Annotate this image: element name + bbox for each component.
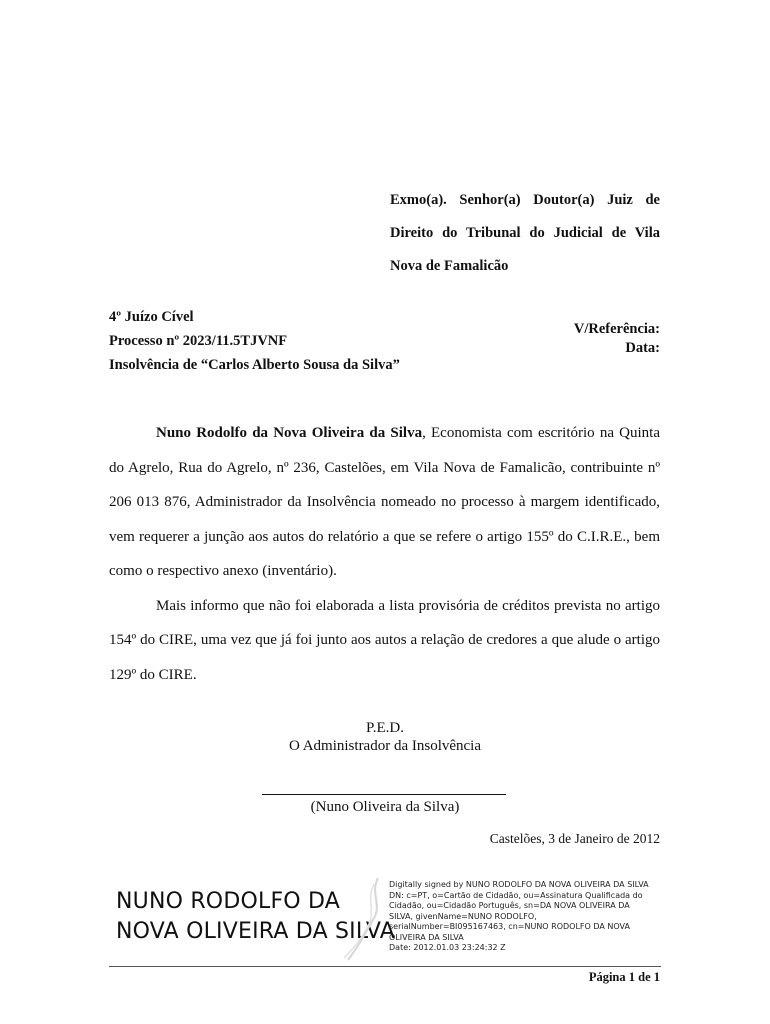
insolvency-title: Insolvência de “Carlos Alberto Sousa da Silva” bbox=[109, 357, 400, 373]
signature-flourish-icon bbox=[330, 874, 390, 964]
place-date: Castelões, 3 de Janeiro de 2012 bbox=[489, 831, 660, 846]
administrator-role: O Administrador da Insolvência bbox=[288, 738, 482, 754]
ped-text: P.E.D. bbox=[366, 720, 404, 736]
case-info bbox=[109, 305, 400, 377]
footer-divider bbox=[109, 966, 661, 967]
process-number: Processo nº 2023/11.5TJVNF bbox=[109, 333, 288, 349]
signer-name: (Nuno Oliveira da Silva) bbox=[310, 799, 460, 815]
paragraph-2: Mais informo que não foi elaborada a lista provisória de créditos prevista no artigo 154º do CIRE, uma vez que já foi junto aos autos a relação de credores a que alude o artigo 129º do CIRE. bbox=[109, 597, 660, 683]
signature-detail-line-2: DN: c=PT, o=Cartão de Cidadão, ou=Assinatura Qualificada do bbox=[389, 890, 643, 900]
signature-detail-line-3: Cidadão, ou=Cidadão Português, sn=DA NOVA OLIVEIRA DA bbox=[389, 901, 630, 910]
signature-name-line-1: NUNO RODOLFO DA bbox=[116, 889, 341, 914]
addressee-line-2: Direito do Tribunal do Judicial de Vila bbox=[390, 225, 660, 241]
signature-detail-line-4: SILVA, givenName=NUNO RODOLFO, bbox=[389, 911, 537, 921]
signature-detail-line-7: Date: 2012.01.03 23:24:32 Z bbox=[389, 943, 506, 952]
digital-signature-details bbox=[389, 880, 664, 954]
addressee-line-1: Exmo(a). Senhor(a) Doutor(a) Juiz de bbox=[390, 192, 660, 208]
signature-detail-line-6: OLIVEIRA DA SILVA bbox=[389, 932, 464, 942]
paragraph-1-text: , Economista com escritório na Quinta do Agrelo, Rua do Agrelo, nº 236, Castelões, em Vila Nova de Famalicão, contribuinte nº 206 013 876, Administrador da Insolvência nomeado no processo à margem identificado, vem requerer a junção aos autos do relatório a que se refere o artigo 155º do C.I.R.E., bem como o respectivo anexo (inventário). bbox=[109, 425, 660, 579]
addressee-line-3: Nova de Famalicão bbox=[390, 258, 509, 274]
letter-body bbox=[109, 416, 660, 692]
signature-name-line-2: NOVA OLIVEIRA DA SILVA bbox=[116, 919, 395, 944]
signature-detail-line-1: Digitally signed by NUNO RODOLFO DA NOVA OLIVEIRA DA SILVA bbox=[389, 880, 649, 889]
reference-label: V/Referência: bbox=[573, 321, 660, 337]
paragraph-1 bbox=[109, 416, 660, 589]
signature-line bbox=[262, 794, 506, 795]
addressee-block bbox=[390, 184, 660, 283]
page-number: Página 1 de 1 bbox=[588, 970, 660, 984]
signature-detail-line-5: serialNumber=BI095167463, cn=NUNO RODOLFO DA NOVA bbox=[389, 922, 630, 931]
reference-block bbox=[574, 320, 660, 358]
date-label: Data: bbox=[625, 340, 660, 356]
administrator-name: Nuno Rodolfo da Nova Oliveira da Silva bbox=[156, 425, 423, 441]
court-name: 4º Juízo Cível bbox=[109, 309, 194, 325]
